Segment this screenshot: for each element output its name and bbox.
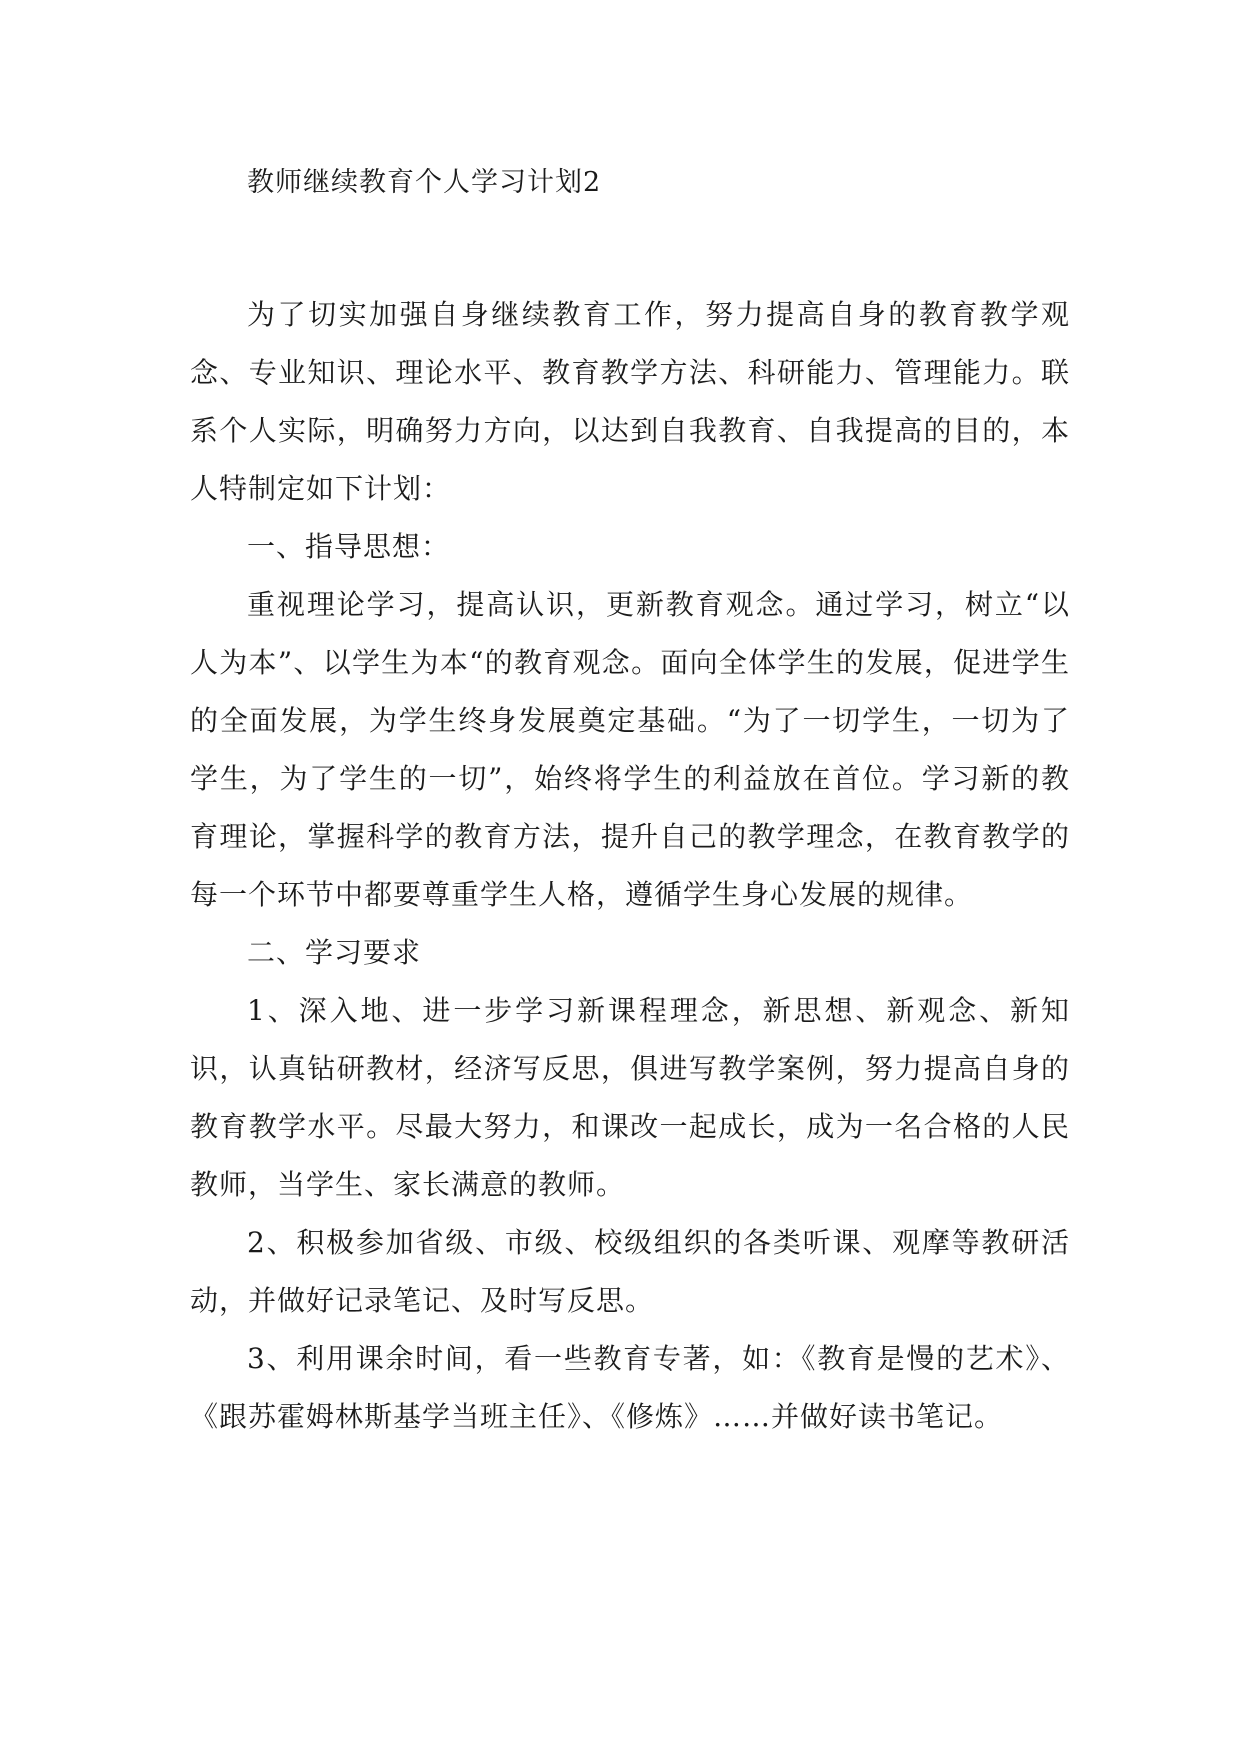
section-heading-study-requirements: 二、学习要求 (247, 936, 422, 969)
requirement-item-1: 1、深入地、进一步学习新课程理念，新思想、新观念、新知识，认真钻研教材，经济写反思，俱进写教学案例，努力提高自身的教育教学水平。尽最大努力，和课改一起成长，成为一名合格的人民教师，当学生、家长满意的教师。 (190, 994, 1070, 1201)
requirement-item-2: 2、积极参加省级、市级、校级组织的各类听课、观摩等教研活动，并做好记录笔记、及时写反思。 (190, 1226, 1070, 1317)
section-heading-guiding-ideology: 一、指导思想： (247, 530, 451, 563)
requirement-item-3: 3、利用课余时间，看一些教育专著，如：《教育是慢的艺术》、《跟苏霍姆林斯基学当班主任》、《修炼》……并做好读书笔记。 (190, 1342, 1070, 1433)
document-title: 教师继续教育个人学习计划2 (247, 167, 602, 198)
intro-paragraph: 为了切实加强自身继续教育工作，努力提高自身的教育教学观念、专业知识、理论水平、教育教学方法、科研能力、管理能力。联系个人实际，明确努力方向，以达到自我教育、自我提高的目的，本人特制定如下计划： (190, 298, 1070, 505)
guiding-ideology-paragraph: 重视理论学习，提高认识，更新教育观念。通过学习，树立“以人为本”、以学生为本“的教育观念。面向全体学生的发展，促进学生的全面发展，为学生终身发展奠定基础。“为了一切学生，一切为了学生，为了学生的一切”，始终将学生的利益放在首位。学习新的教育理论，掌握科学的教育方法，提升自己的教学理念，在教育教学的每一个环节中都要尊重学生人格，遵循学生身心发展的规律。 (190, 588, 1070, 911)
document-body (190, 286, 1070, 1446)
